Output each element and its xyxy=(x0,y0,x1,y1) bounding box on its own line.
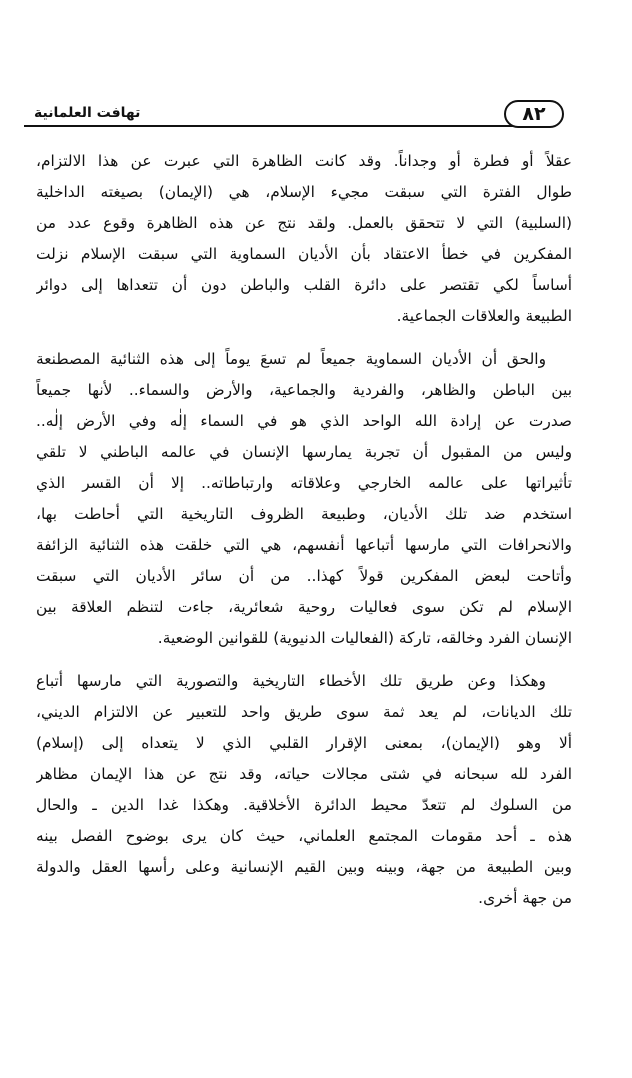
text-line: الإسلام لم تكن سوى فعاليات روحية شعائرية، جاءت لتنظم العلاقة بين xyxy=(36,598,572,616)
text-line: وليس من المقبول أن تجربة يمارسها الإنسان في عالمه الباطني لا تلقي xyxy=(36,443,572,461)
text-line: (السلبية) التي لا تتحقق بالعمل. ولقد نتج عن هذه الظاهرة وقوع عدد من xyxy=(36,214,572,232)
page-number: ٨٢ xyxy=(504,100,564,128)
paragraph-3 xyxy=(36,666,572,914)
text-line: وأتاحت لبعض المفكرين قولاً كهذا.. من أن سائر الأديان التي سبقت xyxy=(36,567,572,585)
text-line: من جهة أخرى. xyxy=(478,889,572,907)
text-line: والانحرافات التي مارسها أتباعها أنفسهم، هي التي خلقت هذه الثنائية الزائفة xyxy=(36,536,572,554)
text-line: هذه ـ أحد مقومات المجتمع العلماني، حيث كان يرى بوضوح الفصل بينه xyxy=(36,827,572,845)
page-header xyxy=(24,96,576,136)
text-line: المفكرين في خطأ الاعتقاد بأن الأديان السماوية التي سبقت الإسلام نزلت xyxy=(36,245,572,263)
header-rule xyxy=(24,125,516,127)
text-line: ألا وهو (الإيمان)، بمعنى الإقرار القلبي الذي لا يتعداه إلى (إسلام) xyxy=(36,734,572,752)
text-line: تلك الديانات، لم يعد ثمة سوى طريق واحد للتعبير عن الالتزام الديني، xyxy=(36,703,572,721)
text-line: من السلوك لم تتعدّ محيط الدائرة الأخلاقية. وهكذا غدا الدين ـ والحال xyxy=(36,796,572,814)
text-line: الإنسان الفرد وخالقه، تاركة (الفعاليات الدنيوية) للقوانين الوضعية. xyxy=(157,629,572,647)
paragraph-2 xyxy=(36,344,572,654)
running-title: تهافت العلمانية xyxy=(34,105,141,121)
text-line: صدرت عن إرادة الله الواحد الذي هو في السماء إلٰه وفي الأرض إلٰه.. xyxy=(36,412,572,430)
text-line: والحق أن الأديان السماوية جميعاً لم تسعَ يوماً إلى هذه الثنائية المصطنعة xyxy=(36,350,546,368)
paragraph-1 xyxy=(36,146,572,332)
text-line: طوال الفترة التي سبقت مجيء الإسلام، هي (الإيمان) بصيغته الداخلية xyxy=(36,183,572,201)
text-line: عقلاً أو فطرة أو وجداناً. وقد كانت الظاهرة التي عبرت عن هذا الالتزام، xyxy=(36,152,572,170)
text-line: الطبيعة والعلاقات الجماعية. xyxy=(396,307,572,325)
text-line: وهكذا وعن طريق تلك الأخطاء التاريخية والتصورية التي مارسها أتباع xyxy=(36,672,546,690)
text-line: أساساً لكي تقتصر على دائرة القلب والباطن دون أن تتعداها إلى دوائر xyxy=(36,276,572,294)
text-line: الفرد لله سبحانه في شتى مجالات حياته، وقد نتج عن هذا الإيمان مظاهر xyxy=(36,765,572,783)
text-line: وبين الطبيعة من جهة، وبينه وبين القيم الإنسانية وعلى رأسها العقل والدولة xyxy=(36,858,572,876)
text-line: تأثيراتها على عالمه الخارجي وعلاقاته وارتباطاته.. إلا أن القسر الذي xyxy=(36,474,572,492)
body-text xyxy=(36,146,572,926)
text-line: بين الباطن والظاهر، والفردية والجماعية، والأرض والسماء.. لأنها جميعاً xyxy=(36,381,572,399)
text-line: استخدم ضد تلك الأديان، وطبيعة الظروف التاريخية التي أحاطت بها، xyxy=(36,505,572,523)
